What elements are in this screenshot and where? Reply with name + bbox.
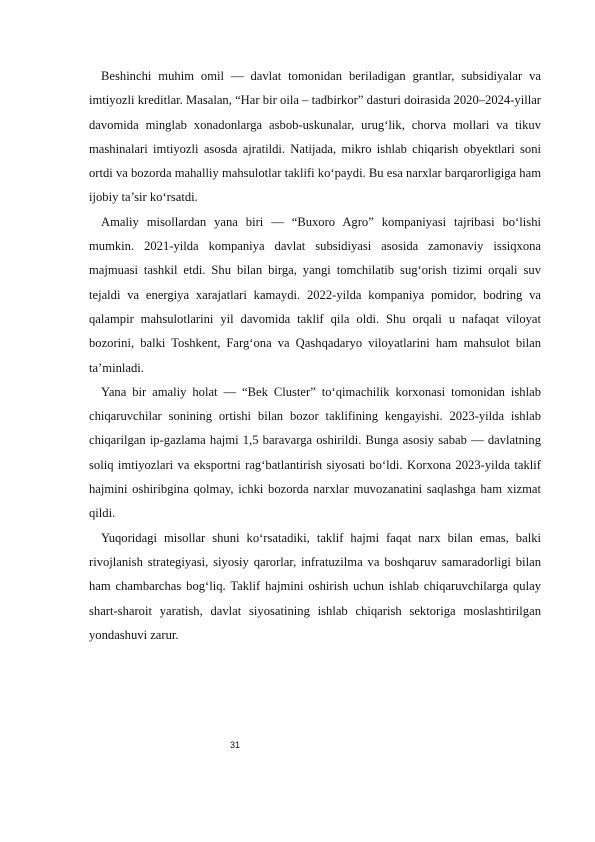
paragraph-bek-cluster: Yana bir amaliy holat — “Bek Cluster” to‘qimachilik korxonasi tomonidan ishlab chiqaruvchilar sonining ortishi bilan bozor taklifining kengayishi. 2023-yilda ishlab chiqarilgan ip-gazlama hajmi 1,5 baravarga oshirildi. Bunga asosiy sabab — davlatning soliq imtiyozlari va eksportni rag‘batlantirish siyosati bo‘ldi. Korxona 2023-yilda taklif hajmini oshiribgina qolmay, ichki bozorda narxlar muvozanatini saqlashga ham xizmat qildi. [89, 384, 541, 521]
page-number: 31 [230, 740, 241, 750]
paragraph-grants: Beshinchi muhim omil — davlat tomonidan beriladigan grantlar, subsidiyalar va imtiyozli kreditlar. Masalan, “Har bir oila – tadbirkor” dasturi doirasida 2020–2024-yillar davomida minglab xonadonlarga asbob-uskunalar, urug‘lik, chorva mollari va tikuv mashinalari imtiyozli asosda ajratildi. Natijada, mikro ishlab chiqarish obyektlari soni ortdi va bozorda mahalliy mahsulotlar taklifi ko‘paydi. Bu esa narxlar barqarorligiga ham ijobiy ta’sir ko‘rsatdi. [89, 69, 541, 205]
paragraph-conclusion: Yuqoridagi misollar shuni ko‘rsatadiki, taklif hajmi faqat narx bilan emas, balki rivojlanish strategiyasi, siyosiy qarorlar, infratuzilma va boshqaruv samaradorligi bilan ham chambarchas bog‘liq. Taklif hajmini oshirish uchun ishlab chiqaruvchilarga qulay shart-sharoit yaratish, davlat siyosatining ishlab chiqarish sektoriga moslashtirilgan yondashuvi zarur. [89, 530, 541, 642]
paragraph-buxoro-agro: Amaliy misollardan yana biri — “Buxoro Agro” kompaniyasi tajribasi bo‘lishi mumkin. 2021-yilda kompaniya davlat subsidiyasi asosida zamonaviy issiqxona majmuasi tashkil etdi. Shu bilan birga, yangi tomchilatib sug‘orish tizimi orqali suv tejaldi va energiya xarajatlari kamaydi. 2022-yilda kompaniya pomidor, bodring va qalampir mahsulotlarini yil davomida taklif qila oldi. Shu orqali u nafaqat viloyat bozorini, balki Toshkent, Farg‘ona va Qashqadaryo viloyatlarini ham mahsulot bilan ta’minladi. [89, 214, 541, 375]
body-text [89, 64, 541, 647]
